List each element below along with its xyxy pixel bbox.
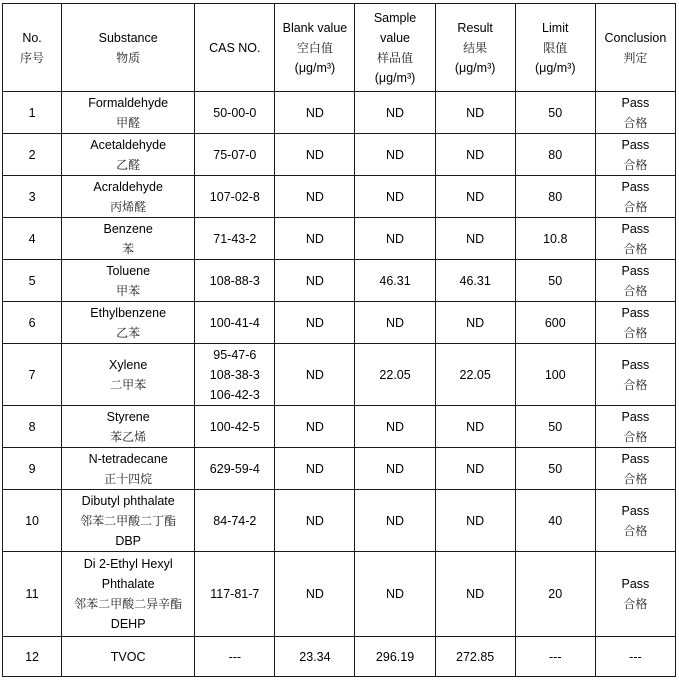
substance-name-line: DEHP (110, 617, 146, 631)
sample-value-cell: ND (355, 490, 435, 552)
header-substance-line: 物质 (116, 50, 141, 65)
substance-name-line: Acetaldehyde (90, 137, 167, 152)
header-limit-line: (μg/m³) (534, 60, 576, 75)
header-substance-line: Substance (98, 30, 158, 45)
conclusion-line: Pass (621, 577, 650, 591)
blank-value-cell: ND (275, 344, 355, 406)
substance-name-line: Dibutyl phthalate (81, 493, 175, 508)
substance-cell (62, 92, 195, 134)
substance-cell (62, 637, 195, 677)
substance-name-line: Ethylbenzene (90, 305, 167, 320)
substance-name-line: Phthalate (101, 577, 155, 591)
limit-cell: 100 (515, 344, 595, 406)
conclusion-line: 合格 (623, 597, 648, 611)
conclusion-line: 合格 (623, 377, 648, 392)
substance-cell (62, 344, 195, 406)
sample-value-cell: ND (355, 218, 435, 260)
cas-number-cell (195, 218, 275, 260)
conclusion-cell (595, 490, 675, 552)
result-cell: ND (435, 176, 515, 218)
substance-name-line: 邻苯二甲酸二异辛酯 (74, 597, 183, 611)
row-number-cell: 5 (3, 260, 62, 302)
header-result-line: (μg/m³) (454, 60, 496, 75)
substance-name-line: 丙烯醛 (110, 199, 147, 214)
conclusion-line: --- (629, 649, 642, 664)
row-number-cell: 7 (3, 344, 62, 406)
conclusion-cell (595, 218, 675, 260)
blank-value-cell: ND (275, 176, 355, 218)
header-no-line: 序号 (20, 50, 45, 65)
conclusion-line: 合格 (623, 523, 648, 538)
header-limit (515, 4, 595, 92)
cas-number-line: 75-07-0 (213, 147, 257, 162)
sample-value-cell: ND (355, 448, 435, 490)
cas-number-cell (195, 344, 275, 406)
substance-name-line: Styrene (106, 409, 150, 424)
blank-value-cell: ND (275, 448, 355, 490)
header-limit-line: Limit (542, 20, 569, 35)
sample-value-cell: 22.05 (355, 344, 435, 406)
table-row (3, 260, 676, 302)
table-row (3, 134, 676, 176)
header-sample-value-line: Sample (373, 10, 417, 25)
header-sample-value-line: 样品值 (377, 50, 414, 65)
limit-cell: 600 (515, 302, 595, 344)
conclusion-line: Pass (621, 95, 650, 110)
row-number-cell: 6 (3, 302, 62, 344)
sample-value-cell: 296.19 (355, 637, 435, 677)
result-cell: ND (435, 92, 515, 134)
blank-value-cell: ND (275, 406, 355, 448)
conclusion-cell (595, 552, 675, 637)
header-sample-value (355, 4, 435, 92)
limit-cell: 50 (515, 92, 595, 134)
conclusion-cell (595, 406, 675, 448)
cas-number-cell (195, 406, 275, 448)
substance-name-line: Di 2-Ethyl Hexyl (83, 557, 173, 571)
cas-number-line: 84-74-2 (213, 513, 257, 528)
conclusion-line: Pass (621, 451, 650, 466)
header-cas (195, 4, 275, 92)
cas-number-line: 100-42-5 (209, 419, 260, 434)
header-blank-value-line: Blank value (282, 20, 348, 35)
conclusion-line: Pass (621, 409, 650, 424)
header-blank-value-line: (μg/m³) (294, 60, 336, 75)
cas-number-cell (195, 176, 275, 218)
row-number-cell: 4 (3, 218, 62, 260)
substance-name-line: Toluene (106, 263, 151, 278)
substance-name-line: TVOC (110, 649, 146, 664)
result-cell: 46.31 (435, 260, 515, 302)
substance-name-line: 邻苯二甲酸二丁酯 (80, 513, 177, 528)
table-row (3, 344, 676, 406)
table-row (3, 92, 676, 134)
substance-name-line: N-tetradecane (88, 451, 168, 466)
header-no (3, 4, 62, 92)
sample-value-cell: ND (355, 552, 435, 637)
header-row (3, 4, 676, 92)
blank-value-cell: ND (275, 302, 355, 344)
row-number-cell: 3 (3, 176, 62, 218)
conclusion-line: Pass (621, 305, 650, 320)
substance-name-line: 甲醛 (116, 115, 141, 130)
cas-number-cell (195, 134, 275, 176)
substance-name-line: 苯 (122, 241, 135, 256)
sample-value-cell: ND (355, 134, 435, 176)
conclusion-cell (595, 134, 675, 176)
result-cell: ND (435, 218, 515, 260)
substance-name-line: 苯乙烯 (110, 429, 147, 444)
blank-value-cell: ND (275, 260, 355, 302)
table-row (3, 218, 676, 260)
table-row (3, 302, 676, 344)
header-conclusion-line: Conclusion (604, 30, 667, 45)
substance-cell (62, 552, 195, 637)
conclusion-line: 合格 (623, 471, 648, 486)
result-cell: ND (435, 134, 515, 176)
substance-cell (62, 448, 195, 490)
substance-name-line: DBP (115, 533, 142, 548)
conclusion-line: Pass (621, 357, 650, 372)
header-blank-value-line: 空白值 (296, 40, 333, 55)
limit-cell: 80 (515, 134, 595, 176)
cas-number-line: 100-41-4 (209, 315, 260, 330)
table-row (3, 406, 676, 448)
blank-value-cell: ND (275, 552, 355, 637)
limit-cell: 80 (515, 176, 595, 218)
result-cell: ND (435, 490, 515, 552)
substance-cell (62, 134, 195, 176)
voc-results-table (2, 3, 676, 677)
cas-number-line: 629-59-4 (209, 461, 260, 476)
row-number-cell: 8 (3, 406, 62, 448)
result-cell: 272.85 (435, 637, 515, 677)
row-number-cell: 10 (3, 490, 62, 552)
table-row (3, 637, 676, 677)
row-number-cell: 11 (3, 552, 62, 637)
limit-cell: 50 (515, 260, 595, 302)
row-number-cell: 2 (3, 134, 62, 176)
conclusion-cell (595, 448, 675, 490)
substance-cell (62, 176, 195, 218)
conclusion-line: 合格 (623, 283, 648, 298)
substance-name-line: Acraldehyde (93, 179, 163, 194)
conclusion-cell (595, 260, 675, 302)
conclusion-cell (595, 344, 675, 406)
table-row (3, 176, 676, 218)
row-number-cell: 9 (3, 448, 62, 490)
conclusion-cell (595, 92, 675, 134)
limit-cell: 50 (515, 448, 595, 490)
substance-cell (62, 218, 195, 260)
conclusion-line: 合格 (623, 157, 648, 172)
result-cell: ND (435, 302, 515, 344)
sample-value-cell: 46.31 (355, 260, 435, 302)
cas-number-line: 95-47-6 (213, 347, 257, 362)
cas-number-line: 108-38-3 (209, 367, 260, 382)
limit-cell: 40 (515, 490, 595, 552)
cas-number-cell (195, 637, 275, 677)
conclusion-line: Pass (621, 503, 650, 518)
header-no-line: No. (22, 30, 42, 45)
conclusion-cell (595, 176, 675, 218)
cas-number-cell (195, 552, 275, 637)
table-row (3, 490, 676, 552)
table-row (3, 448, 676, 490)
blank-value-cell: ND (275, 134, 355, 176)
header-cas-line: CAS NO. (209, 40, 261, 55)
cas-number-cell (195, 448, 275, 490)
substance-name-line: 正十四烷 (104, 471, 153, 486)
cas-number-line: --- (228, 649, 242, 664)
substance-cell (62, 406, 195, 448)
table-body (3, 92, 676, 677)
conclusion-line: 合格 (623, 429, 648, 444)
conclusion-line: 合格 (623, 199, 648, 214)
cas-number-line: 71-43-2 (213, 231, 257, 246)
result-cell: ND (435, 448, 515, 490)
limit-cell: 50 (515, 406, 595, 448)
sample-value-cell: ND (355, 302, 435, 344)
substance-name-line: 乙醛 (116, 157, 141, 172)
substance-name-line: 二甲苯 (110, 377, 147, 392)
substance-name-line: 乙苯 (116, 325, 141, 340)
result-cell: 22.05 (435, 344, 515, 406)
substance-name-line: Xylene (109, 357, 148, 372)
blank-value-cell: 23.34 (275, 637, 355, 677)
substance-name-line: Benzene (103, 221, 153, 236)
header-substance (62, 4, 195, 92)
result-cell: ND (435, 406, 515, 448)
conclusion-line: Pass (621, 263, 650, 278)
substance-cell (62, 490, 195, 552)
conclusion-line: Pass (621, 179, 650, 194)
conclusion-line: 合格 (623, 241, 648, 256)
header-limit-line: 限值 (543, 40, 568, 55)
blank-value-cell: ND (275, 218, 355, 260)
cas-number-line: 117-81-7 (210, 587, 260, 601)
conclusion-cell (595, 637, 675, 677)
header-blank-value (275, 4, 355, 92)
header-result-line: Result (457, 20, 493, 35)
sample-value-cell: ND (355, 176, 435, 218)
cas-number-cell (195, 92, 275, 134)
header-conclusion (595, 4, 675, 92)
cas-number-cell (195, 302, 275, 344)
row-number-cell: 1 (3, 92, 62, 134)
conclusion-line: Pass (621, 221, 650, 236)
cas-number-cell (195, 490, 275, 552)
header-sample-value-line: value (380, 30, 410, 45)
header-result-line: 结果 (463, 40, 488, 55)
cas-number-cell (195, 260, 275, 302)
cas-number-line: 107-02-8 (209, 189, 260, 204)
cas-number-line: 50-00-0 (213, 105, 257, 120)
conclusion-line: 合格 (623, 325, 648, 340)
result-cell: ND (435, 552, 515, 637)
header-sample-value-line: (μg/m³) (374, 70, 416, 85)
limit-cell: --- (515, 637, 595, 677)
cas-number-line: 106-42-3 (209, 387, 260, 402)
header-conclusion-line: 判定 (623, 50, 648, 65)
row-number-cell: 12 (3, 637, 62, 677)
substance-name-line: Formaldehyde (88, 95, 169, 110)
header-result (435, 4, 515, 92)
sample-value-cell: ND (355, 92, 435, 134)
conclusion-line: Pass (621, 137, 650, 152)
table-row (3, 552, 676, 637)
blank-value-cell: ND (275, 92, 355, 134)
conclusion-cell (595, 302, 675, 344)
substance-name-line: 甲苯 (116, 283, 141, 298)
limit-cell: 20 (515, 552, 595, 637)
substance-cell (62, 302, 195, 344)
cas-number-line: 108-88-3 (209, 273, 260, 288)
sample-value-cell: ND (355, 406, 435, 448)
blank-value-cell: ND (275, 490, 355, 552)
conclusion-line: 合格 (623, 115, 648, 130)
limit-cell: 10.8 (515, 218, 595, 260)
substance-cell (62, 260, 195, 302)
